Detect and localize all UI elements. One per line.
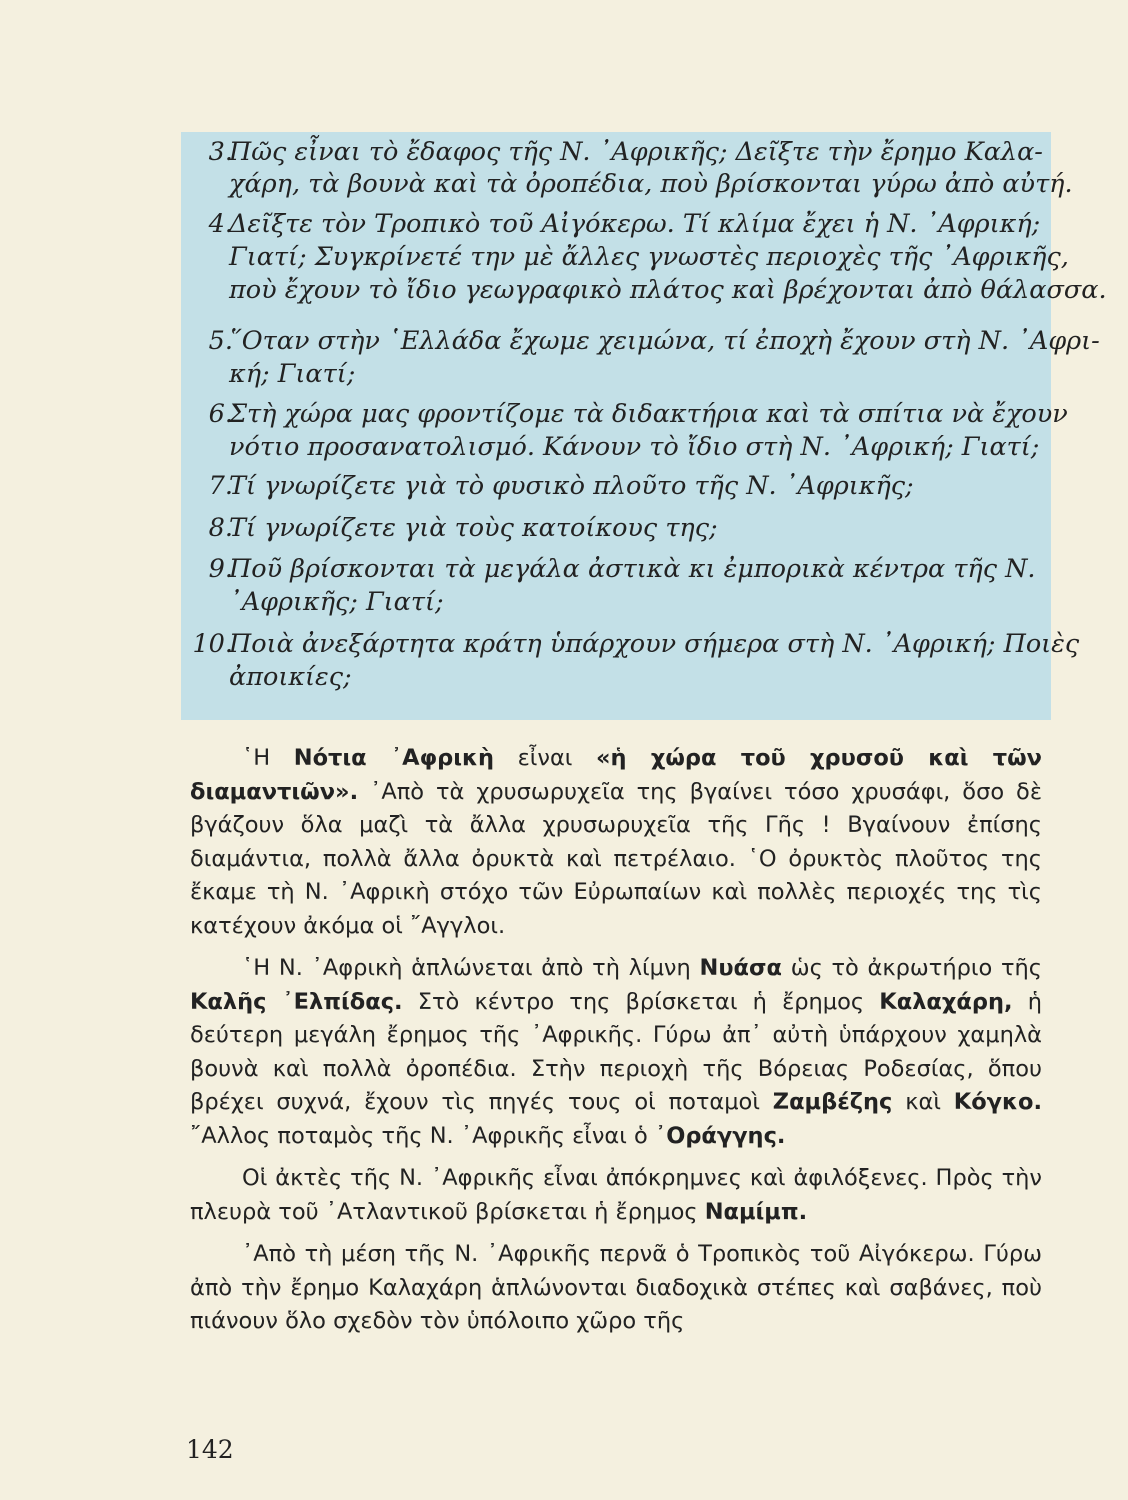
bold-term: Κόγκο. — [953, 1089, 1042, 1115]
question-number: 5. — [208, 326, 233, 356]
text-span: εἶναι — [494, 745, 597, 771]
question-number: 4. — [208, 209, 233, 239]
text-span: ῾Η Ν. ᾿Αφρικὴ ἁπλώνεται ἀπὸ τὴ λίμνη — [242, 955, 700, 981]
question-number: 7. — [208, 471, 233, 501]
bold-term: Νότια ᾿Αφρικὴ — [293, 745, 495, 771]
question-line: κή; Γιατί; — [229, 359, 356, 389]
question-line: Στὴ χώρα μας φροντίζομε τὰ διδακτήρια καὶ τὰ σπίτια νὰ ἔχουν — [229, 399, 1068, 429]
paragraph — [190, 1162, 1042, 1229]
body-text — [190, 742, 1042, 1348]
question-line: ῞Οταν στὴν ῾Ελλάδα ἔχωμε χειμώνα, τί ἐποχὴ ἔχουν στὴ Ν. ᾿Αφρι- — [229, 326, 1100, 356]
page-number: 142 — [186, 1435, 234, 1464]
question-number: 6. — [208, 399, 233, 429]
questions-box — [181, 132, 1107, 720]
question-number: 8. — [208, 513, 233, 543]
paragraph — [190, 742, 1042, 943]
question-line: Πῶς εἶναι τὸ ἔδαφος τῆς Ν. ᾿Αφρικῆς; Δεῖξτε τὴν ἔρημο Καλα- — [229, 137, 1043, 167]
question-line: νότιο προσανατολισμό. Κάνουν τὸ ἴδιο στὴ Ν. ᾿Αφρική; Γιατί; — [229, 432, 1040, 462]
paragraph — [190, 1238, 1042, 1339]
question-line: ποὺ ἔχουν τὸ ἴδιο γεωγραφικὸ πλάτος καὶ βρέχονται ἀπὸ θάλασσα. — [229, 275, 1107, 305]
text-span: ᾿Απὸ τὰ χρυσωρυχεῖα της βγαίνει τόσο χρυσάφι, ὅσο δὲ βγάζουν ὅλα μαζὶ τὰ ἄλλα χρυσωρυχεῖα τῆς Γῆς ! Βγαίνουν ἐπίσης διαμάντια, πολλὰ ἄλλα ὀρυκτὰ καὶ πετρέλαιο. ῾Ο ὀρυκτὸς πλοῦτος της ἔκαμε τὴ Ν. ᾿Αφρικὴ στόχο τῶν Εὐρωπαίων καὶ πολλὲς περιοχές της τὶς κατέχουν ἀκόμα οἱ ῎Αγγλοι. — [190, 778, 1042, 939]
question-line: Τί γνωρίζετε γιὰ τὸ φυσικὸ πλοῦτο τῆς Ν. ᾿Αφρικῆς; — [229, 471, 914, 501]
text-span: ὡς τὸ ἀκρωτήριο τῆς — [781, 955, 1042, 981]
question-line: Δεῖξτε τὸν Τροπικὸ τοῦ Αἰγόκερω. Τί κλίμα ἔχει ἡ Ν. ᾿Αφρική; — [229, 209, 1041, 239]
text-span: ἡ δεύτερη μεγάλη ἔρημος τῆς ᾿Αφρικῆς. Γύρω ἀπ᾿ αὐτὴ ὑπάρχουν χαμηλὰ βουνὰ καὶ πολλὰ ὀροπέδια. Στὴν περιοχὴ τῆς Βόρειας Ροδεσίας, ὅπου βρέχει συχνά, ἔχουν τὶς πηγές τους οἱ ποταμοὶ — [190, 988, 1042, 1115]
text-span: ᾿Απὸ τὴ μέση τῆς Ν. ᾿Αφρικῆς περνᾶ ὁ Τροπικὸς τοῦ Αἰγόκερω. Γύρω ἀπὸ τὴν ἔρημο Καλαχάρη ἁπλώνονται διαδοχικὰ στέπες καὶ σαβάνες, ποὺ πιάνουν ὅλο σχεδὸν τὸν ὑπόλοιπο χῶρο τῆς — [190, 1241, 1042, 1334]
text-span: Στὸ κέντρο της βρίσκεται ἡ ἔρημος — [402, 988, 880, 1015]
text-span: Οἱ ἀκτὲς τῆς Ν. ᾿Αφρικῆς εἶναι ἀπόκρημνες καὶ ἀφιλόξενες. Πρὸς τὴν πλευρὰ τοῦ ᾿Ατλαντικοῦ βρίσκεται ἡ ἔρημος — [190, 1165, 1042, 1225]
bold-term: «ἡ χώρα τοῦ χρυσοῦ καὶ τῶν διαμαντιῶν». — [190, 745, 1042, 805]
bold-term: Ζαμβέζης — [772, 1089, 893, 1115]
question-number: 3. — [208, 137, 233, 167]
bold-term: Ναμίμπ. — [704, 1198, 808, 1225]
text-span: ῾Η — [242, 745, 294, 771]
text-span: καὶ — [892, 1089, 954, 1115]
question-line: Ποῦ βρίσκονται τὰ μεγάλα ἀστικὰ κι ἐμπορικὰ κέντρα τῆς Ν. — [229, 554, 1036, 584]
question-number: 10. — [192, 629, 233, 659]
question-line: ἀποικίες; — [229, 662, 352, 692]
paragraph — [190, 952, 1042, 1153]
question-line: ᾿Αφρικῆς; Γιατί; — [229, 587, 444, 617]
bold-term: Καλῆς ᾿Ελπίδας. — [190, 988, 403, 1015]
bold-term: Καλαχάρη, — [879, 988, 1013, 1015]
bold-term: ᾿Οράγγης. — [654, 1122, 786, 1149]
question-line: Ποιὰ ἀνεξάρτητα κράτη ὑπάρχουν σήμερα στὴ Ν. ᾿Αφρική; Ποιὲς — [229, 629, 1080, 659]
question-line: χάρη, τὰ βουνὰ καὶ τὰ ὀροπέδια, ποὺ βρίσκονται γύρω ἀπὸ αὐτή. — [229, 169, 1073, 199]
question-line: Γιατί; Συγκρίνετέ την μὲ ἄλλες γνωστὲς περιοχὲς τῆς ᾿Αφρικῆς, — [229, 242, 1069, 272]
question-line: Τί γνωρίζετε γιὰ τοὺς κατοίκους της; — [229, 513, 718, 543]
text-span: ῎Αλλος ποταμὸς τῆς Ν. ᾿Αφρικῆς εἶναι ὁ — [190, 1122, 655, 1149]
bold-term: Νυάσα — [699, 955, 782, 981]
question-number: 9. — [208, 554, 233, 584]
